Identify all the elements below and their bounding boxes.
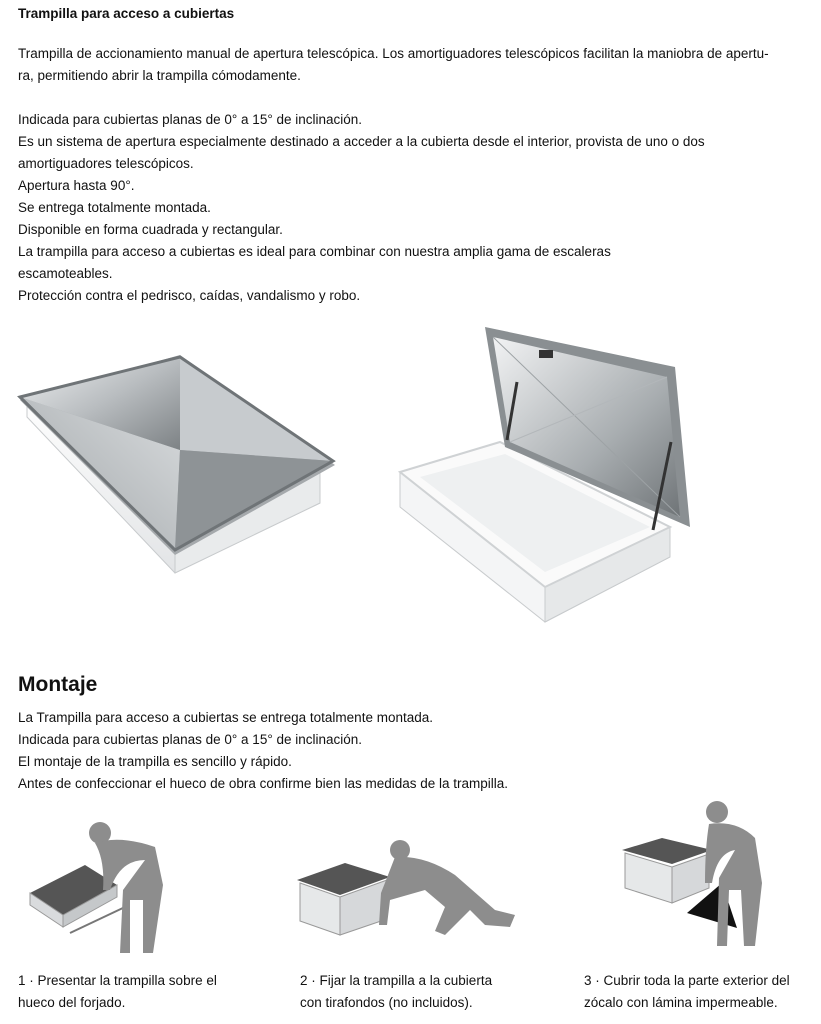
feature-line: Disponible en forma cuadrada y rectangular. [18,222,283,237]
intro-paragraph [18,43,808,87]
step-caption-line: zócalo con lámina impermeable. [584,995,778,1010]
step-caption-line: hueco del forjado. [18,995,126,1010]
feature-line: Indicada para cubiertas planas de 0° a 15° de inclinación. [18,112,363,127]
step-1-illustration [25,815,180,955]
intro-line: Trampilla de accionamiento manual de apertura telescópica. Los amortiguadores telescópicos facilitan la maniobra de apertu- [18,46,769,61]
step-caption-line: 1 · Presentar la trampilla sobre el [18,973,217,988]
step-2-illustration [295,835,525,945]
feature-line: Protección contra el pedrisco, caídas, vandalismo y robo. [18,288,361,303]
step-3-caption [584,970,790,1014]
step-caption-line: 3 · Cubrir toda la parte exterior del [584,973,790,988]
feature-line: La trampilla para acceso a cubiertas es ideal para combinar con nuestra amplia gama de escaleras [18,244,611,259]
open-hatch-image [395,322,700,640]
step-2-caption [300,970,492,1014]
feature-line: Se entrega totalmente montada. [18,200,211,215]
step-3-illustration [617,798,767,948]
features-list [18,109,808,307]
montaje-line: Indicada para cubiertas planas de 0° a 15° de inclinación. [18,732,363,747]
closed-hatch-image [15,355,345,580]
feature-line: Es un sistema de apertura especialmente destinado a acceder a la cubierta desde el interior, provista de uno o dos [18,134,705,149]
montaje-line: La Trampilla para acceso a cubiertas se entrega totalmente montada. [18,710,433,725]
page-title: Trampilla para acceso a cubiertas [18,6,235,21]
step-1-caption [18,970,217,1014]
feature-line: Apertura hasta 90°. [18,178,135,193]
step-caption-line: con tirafondos (no incluidos). [300,995,473,1010]
feature-line: escamoteables. [18,266,113,281]
step-caption-line: 2 · Fijar la trampilla a la cubierta [300,973,493,988]
montaje-heading: Montaje [18,673,98,696]
feature-line: amortiguadores telescópicos. [18,156,194,171]
montaje-paragraph [18,707,808,795]
montaje-line: El montaje de la trampilla es sencillo y rápido. [18,754,292,769]
montaje-line: Antes de confeccionar el hueco de obra confirme bien las medidas de la trampilla. [18,776,509,791]
intro-line: ra, permitiendo abrir la trampilla cómodamente. [18,68,301,83]
